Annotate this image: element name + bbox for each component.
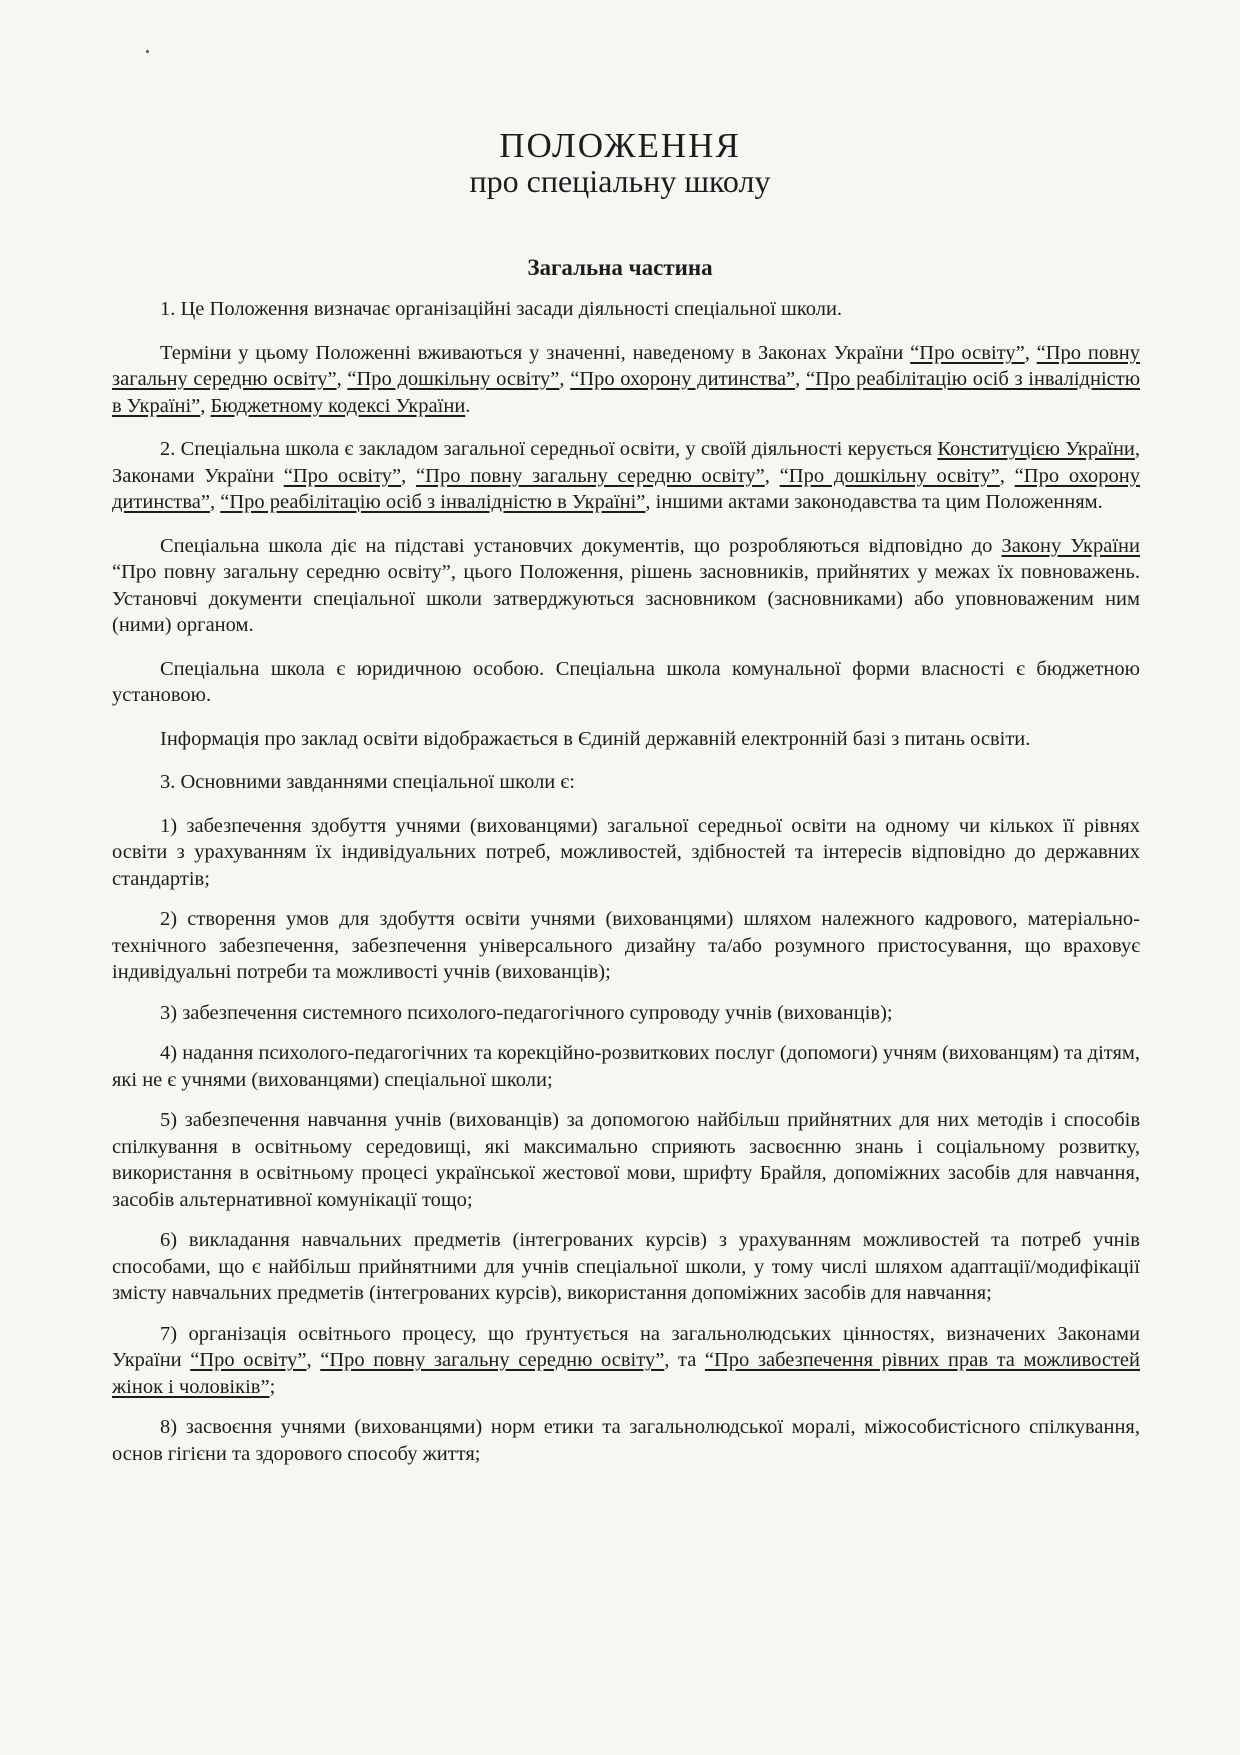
paragraph-text: “Про повну загальну середню освіту”, цього Положення, рішень засновників, прийнятих у межах їх повноважень. Установчі документи спеціальної школи затверджуються засновником (засновниками) або уповноваженим ним (ними) органом. [112,561,1140,636]
paragraph-text: , [795,368,806,390]
law-reference-link[interactable]: “Про охорону дитинства” [112,464,1141,513]
law-reference-link[interactable]: “Про дошкільну освіту” [779,464,1000,487]
paragraph-text: Терміни у цьому Положенні вживаються у значенні, наведеному в Законах України [160,341,911,364]
document-subtitle: про спеціальну школу [469,163,771,199]
paragraph-text: 4) надання психолого-педагогічних та корекційно-розвиткових послуг (допомоги) учням (вихованцям) та дітям, які не є учнями (вихованцями) спеціальної школи; [112,1042,1140,1091]
paragraph-text: , [999,464,1015,487]
law-reference-link[interactable]: “Про повну загальну середню освіту” [416,464,765,487]
paragraph-text: Інформація про заклад освіти відображається в Єдиній державній електронній базі з питань освіти. [160,727,1031,750]
paragraph-text: 1) забезпечення здобуття учнями (вихованцями) загальної середньої освіти на одному чи кількох її рівнях освіти з урахуванням їх індивідуальних потреб, можливостей, здібностей та інтересів відповідно до державних стандартів; [112,814,1140,890]
paragraph-text: . [465,394,471,417]
list-item [112,813,1140,893]
paragraph-text: 7) організація освітнього процесу, що ґрунтується на загальнолюдських цінностях, визначених Законами України [112,1322,1140,1371]
law-reference-link[interactable]: “Про забезпечення рівних прав та можливостей жінок і чоловіків” [112,1349,1140,1398]
law-reference-link[interactable]: “Про дошкільну освіту” [347,368,560,390]
section-heading: Загальна частина [527,255,713,280]
law-reference-link[interactable]: “Про повну загальну середню освіту” [320,1349,665,1371]
law-reference-link[interactable]: “Про реабілітацію осіб з інвалідністю в Україні” [220,491,646,513]
paragraph-text: , Законами України [112,438,1141,487]
law-reference-link[interactable]: Закону України [1001,534,1140,557]
document-body [112,296,1140,1481]
paragraph-text: , іншими актами законодавства та цим Положенням. [645,491,1103,513]
law-reference-link[interactable]: “Про освіту” [283,464,402,487]
paragraph-text: Спеціальна школа є юридичною особою. Спеціальна школа комунальної форми власності є бюджетною установою. [112,657,1140,706]
paragraph [112,436,1140,516]
paragraph-text: 2) створення умов для здобуття освіти учнями (вихованцями) шляхом належного кадрового, матеріально-технічного забезпечення, забезпечення універсального дизайну та/або розумного пристосування, що враховує індивідуальні потреби та можливості учнів (вихованців); [112,908,1140,983]
law-reference-link[interactable]: “Про освіту” [910,341,1025,364]
paragraph-text: , та [664,1349,705,1371]
list-item [112,1107,1140,1213]
paragraph-text: 5) забезпечення навчання учнів (вихованців) за допомогою найбільш прийнятних для них методів і способів спілкування в освітньому середовищі, які максимально сприяють засвоєнню знань і соціальному розвитку, використання в освітньому процесі української жестової мови, шрифту Брайля, допоміжних засобів для навчання, засобів альтернативної комунікації тощо; [112,1109,1140,1211]
paragraph [112,726,1140,753]
paragraph-text: , [764,464,780,487]
paragraph-text: ; [269,1375,276,1398]
law-reference-link[interactable]: Конституцією України [937,438,1135,460]
law-reference-link[interactable]: “Про реабілітацію осіб з інвалідністю в Україні” [112,368,1141,417]
paragraph [112,340,1140,420]
paragraph-text: 6) викладання навчальних предметів (інтегрованих курсів) з урахуванням можливостей та потреб учнів способами, що є найбільш прийнятними для учнів спеціальної школи, у тому числі шляхом адаптації/модифікації змісту навчальних предметів (інтегрованих курсів), використання допоміжних засобів для навчання; [112,1229,1140,1304]
paragraph-text: , [559,368,571,390]
list-item [112,906,1140,986]
law-reference-link[interactable]: “Про повну загальну середню освіту” [112,341,1141,390]
list-item [112,1040,1140,1093]
list-item [112,1321,1140,1401]
list-item [112,1000,1140,1027]
paragraph [112,533,1140,639]
list-item [112,1227,1140,1307]
list-item [112,1414,1140,1467]
paragraph-text: 2. Спеціальна школа є закладом загальної середньої освіти, у своїй діяльності керується [160,438,938,460]
paragraph-text: , [209,491,221,513]
scan-speck [146,50,149,53]
paragraph [112,296,1140,323]
paragraph-text: , [200,394,211,417]
law-reference-link[interactable]: “Про освіту” [190,1349,307,1371]
law-reference-link[interactable]: Бюджетному кодексі України [210,394,466,417]
paragraph [112,769,1140,796]
paragraph-text: , [401,464,417,487]
paragraph-text: , [1024,341,1037,364]
paragraph-text: 3) забезпечення системного психолого-педагогічного супроводу учнів (вихованців); [160,1001,893,1024]
paragraph-text: , [306,1349,321,1371]
paragraph-text: Спеціальна школа діє на підставі установчих документів, що розробляються відповідно до [160,534,1002,557]
paragraph [112,656,1140,709]
law-reference-link[interactable]: “Про охорону дитинства” [570,368,796,390]
paragraph-text: 3. Основними завданнями спеціальної школи є: [160,771,575,793]
paragraph-text: , [336,368,348,390]
paragraph-text: 1. Це Положення визначає організаційні засади діяльності спеціальної школи. [160,298,843,320]
paragraph-text: 8) засвоєння учнями (вихованцями) норм етики та загальнолюдської моралі, міжособистісного спілкування, основ гігієни та здорового способу життя; [112,1416,1140,1465]
document-title: ПОЛОЖЕННЯ [499,126,741,165]
